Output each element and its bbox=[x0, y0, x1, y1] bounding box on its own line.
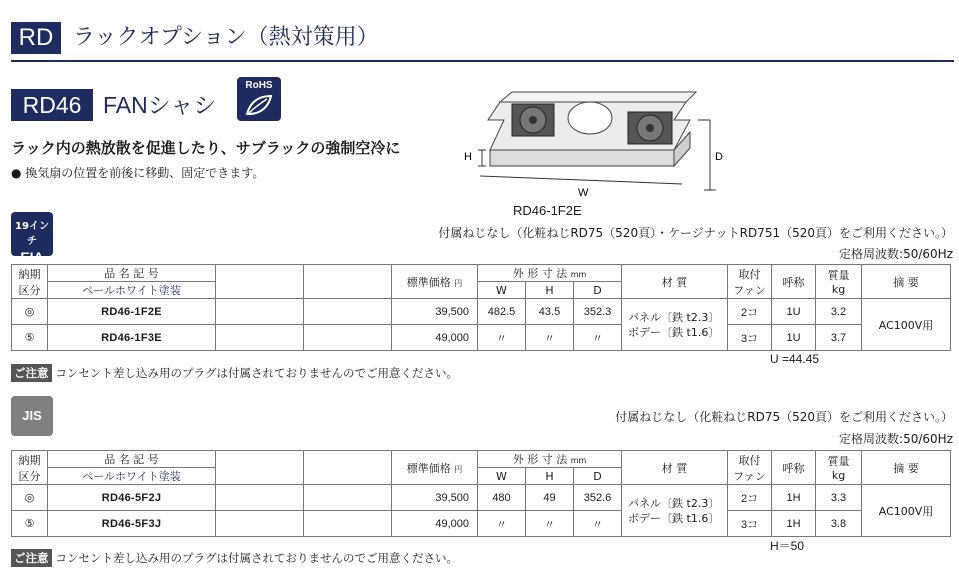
dim-w: 480 bbox=[478, 485, 526, 511]
table-row bbox=[12, 325, 951, 351]
blank-cell bbox=[304, 299, 392, 325]
header-part-no: 品 名 記 号 bbox=[48, 265, 216, 282]
remarks: AC100V用 bbox=[862, 485, 951, 537]
illustration-caption: RD46-1F2E bbox=[513, 203, 582, 218]
table-row bbox=[12, 511, 951, 537]
header-h: H bbox=[526, 468, 574, 485]
mass: 3.7 bbox=[816, 325, 862, 351]
price: 39,500 bbox=[392, 299, 478, 325]
dim-h: 〃 bbox=[526, 325, 574, 351]
header-delivery: 納期 bbox=[18, 267, 41, 281]
header-w: W bbox=[478, 468, 526, 485]
mass: 3.3 bbox=[816, 485, 862, 511]
jis-accessory-note: 付属ねじなし（化粧ねじRD75（520頁）をご利用ください。） bbox=[615, 410, 953, 424]
rohs-badge bbox=[237, 77, 281, 121]
dim-d: 〃 bbox=[574, 325, 622, 351]
delivery-mark: ⑤ bbox=[12, 511, 48, 537]
feature-bullet: ● 換気扇の位置を前後に移動、固定できます。 bbox=[11, 166, 265, 180]
header-delivery: 納期 bbox=[18, 453, 41, 467]
header-blank-1 bbox=[216, 451, 304, 485]
material-body: ボデー〔鉄 t1.6〕 bbox=[628, 511, 720, 525]
material bbox=[622, 299, 728, 351]
caution-tag: ご注意 bbox=[11, 549, 52, 567]
header-paint: ペールホワイト塗装 bbox=[48, 282, 216, 299]
section-title: FANシャシ bbox=[103, 92, 217, 118]
dim-d: 352.6 bbox=[574, 485, 622, 511]
header-d: D bbox=[574, 468, 622, 485]
header-fan-2: ファン bbox=[733, 283, 766, 297]
blank-cell bbox=[304, 511, 392, 537]
header-yen: 円 bbox=[454, 464, 463, 474]
eia-badge bbox=[11, 212, 53, 265]
header-fan-1: 取付 bbox=[738, 453, 761, 467]
header-material: 材 質 bbox=[622, 451, 728, 485]
page-title: ラックオプション（熱対策用） bbox=[73, 25, 379, 50]
section-code: RD46 bbox=[11, 89, 93, 121]
header-paint: ペールホワイト塗装 bbox=[48, 468, 216, 485]
blank-cell bbox=[216, 299, 304, 325]
eia-frequency-note: 定格周波数:50/60Hz bbox=[839, 247, 953, 261]
blank-cell bbox=[216, 325, 304, 351]
size: 1U bbox=[772, 299, 816, 325]
header-fan bbox=[728, 265, 772, 299]
eia-spec-table bbox=[11, 264, 951, 351]
dim-h: 49 bbox=[526, 485, 574, 511]
eia-accessory-note: 付属ねじなし（化粧ねじRD75（520頁）・ケージナットRD751（520頁）をご利用ください。） bbox=[438, 226, 953, 240]
header-dims-label: 外 形 寸 法 bbox=[512, 453, 568, 466]
header-delivery-class bbox=[12, 451, 48, 485]
dim-d: 352.3 bbox=[574, 299, 622, 325]
header-mass-2: kg bbox=[831, 469, 846, 482]
blank-cell bbox=[216, 485, 304, 511]
delivery-mark: ◎ bbox=[12, 299, 48, 325]
fan-count: 2コ bbox=[728, 485, 772, 511]
header-dims bbox=[478, 265, 622, 282]
header-remarks: 摘 要 bbox=[862, 451, 951, 485]
jis-badge: JIS bbox=[11, 396, 53, 436]
material-body: ボデー〔鉄 t1.6〕 bbox=[628, 325, 720, 339]
dim-w: 482.5 bbox=[478, 299, 526, 325]
header-mass-2: kg bbox=[831, 283, 846, 296]
fan-count: 3コ bbox=[728, 325, 772, 351]
header-class: 区分 bbox=[18, 469, 41, 483]
header-remarks: 摘 要 bbox=[862, 265, 951, 299]
jis-spec-table bbox=[11, 450, 951, 537]
eia-badge-line2: EIA bbox=[20, 249, 44, 265]
dim-d: 〃 bbox=[574, 511, 622, 537]
fan-chassis-illustration bbox=[460, 80, 730, 200]
rohs-label: RoHS bbox=[245, 80, 273, 91]
header-fan-2: ファン bbox=[733, 469, 766, 483]
material-panel: パネル〔鉄 t2.3〕 bbox=[628, 310, 720, 324]
header-mm: mm bbox=[570, 456, 587, 465]
header-mass-1: 質量 bbox=[827, 455, 850, 468]
dim-h: 43.5 bbox=[526, 299, 574, 325]
header-blank-2 bbox=[304, 265, 392, 299]
delivery-mark: ⑤ bbox=[12, 325, 48, 351]
dim-h-label: H bbox=[464, 151, 472, 163]
header-w: W bbox=[478, 282, 526, 299]
table-row bbox=[12, 485, 951, 511]
header-blank-1 bbox=[216, 265, 304, 299]
part-number: RD46-5F2J bbox=[48, 485, 216, 511]
header-h: H bbox=[526, 282, 574, 299]
jis-caution bbox=[11, 549, 458, 567]
material bbox=[622, 485, 728, 537]
price: 39,500 bbox=[392, 485, 478, 511]
mass: 3.2 bbox=[816, 299, 862, 325]
caution-text: コンセント差し込み用のプラグは付属されておりませんのでご用意ください。 bbox=[55, 366, 458, 380]
table-row bbox=[12, 299, 951, 325]
fan-count: 2コ bbox=[728, 299, 772, 325]
jis-unit-note: H＝50 bbox=[770, 539, 805, 553]
dim-w: 〃 bbox=[478, 325, 526, 351]
remarks: AC100V用 bbox=[862, 299, 951, 351]
header-part-no: 品 名 記 号 bbox=[48, 451, 216, 468]
header-mass bbox=[816, 265, 862, 299]
part-number: RD46-1F3E bbox=[48, 325, 216, 351]
header-dims bbox=[478, 451, 622, 468]
dim-w: 〃 bbox=[478, 511, 526, 537]
caution-text: コンセント差し込み用のプラグは付属されておりませんのでご用意ください。 bbox=[55, 551, 458, 565]
blank-cell bbox=[304, 485, 392, 511]
header-size: 呼称 bbox=[772, 451, 816, 485]
header-mass-1: 質量 bbox=[827, 269, 850, 282]
fan-count: 3コ bbox=[728, 511, 772, 537]
size: 1H bbox=[772, 511, 816, 537]
part-number: RD46-5F3J bbox=[48, 511, 216, 537]
part-number: RD46-1F2E bbox=[48, 299, 216, 325]
header-fan-1: 取付 bbox=[738, 267, 761, 281]
mass: 3.8 bbox=[816, 511, 862, 537]
delivery-mark: ◎ bbox=[12, 485, 48, 511]
header-price bbox=[392, 265, 478, 299]
header-delivery-class bbox=[12, 265, 48, 299]
eia-caution bbox=[11, 364, 458, 382]
header-price bbox=[392, 451, 478, 485]
blank-cell bbox=[216, 511, 304, 537]
header-blank-2 bbox=[304, 451, 392, 485]
price: 49,000 bbox=[392, 325, 478, 351]
eia-badge-line1: 19インチ bbox=[15, 221, 49, 247]
eia-unit-note: U =44.45 bbox=[770, 352, 820, 366]
size: 1H bbox=[772, 485, 816, 511]
header-price-label: 標準価格 bbox=[406, 461, 451, 475]
dim-h: 〃 bbox=[526, 511, 574, 537]
header-fan bbox=[728, 451, 772, 485]
size: 1U bbox=[772, 325, 816, 351]
jis-frequency-note: 定格周波数:50/60Hz bbox=[839, 432, 953, 446]
header-rule bbox=[11, 60, 954, 62]
header-material: 材 質 bbox=[622, 265, 728, 299]
header-class: 区分 bbox=[18, 283, 41, 297]
leaf-icon bbox=[245, 94, 273, 116]
header-yen: 円 bbox=[454, 278, 463, 288]
page-header bbox=[11, 22, 954, 62]
dim-w-label: W bbox=[578, 187, 589, 199]
header-d: D bbox=[574, 282, 622, 299]
category-code: RD bbox=[11, 22, 61, 54]
header-mm: mm bbox=[570, 270, 587, 279]
price: 49,000 bbox=[392, 511, 478, 537]
header-mass bbox=[816, 451, 862, 485]
dim-d-label: D bbox=[715, 151, 723, 163]
header-price-label: 標準価格 bbox=[406, 275, 451, 289]
product-lead: ラック内の熱放散を促進したり、サブラックの強制空冷に bbox=[11, 139, 401, 157]
material-panel: パネル〔鉄 t2.3〕 bbox=[628, 496, 720, 510]
caution-tag: ご注意 bbox=[11, 364, 52, 382]
header-dims-label: 外 形 寸 法 bbox=[512, 267, 568, 280]
blank-cell bbox=[304, 325, 392, 351]
header-size: 呼称 bbox=[772, 265, 816, 299]
